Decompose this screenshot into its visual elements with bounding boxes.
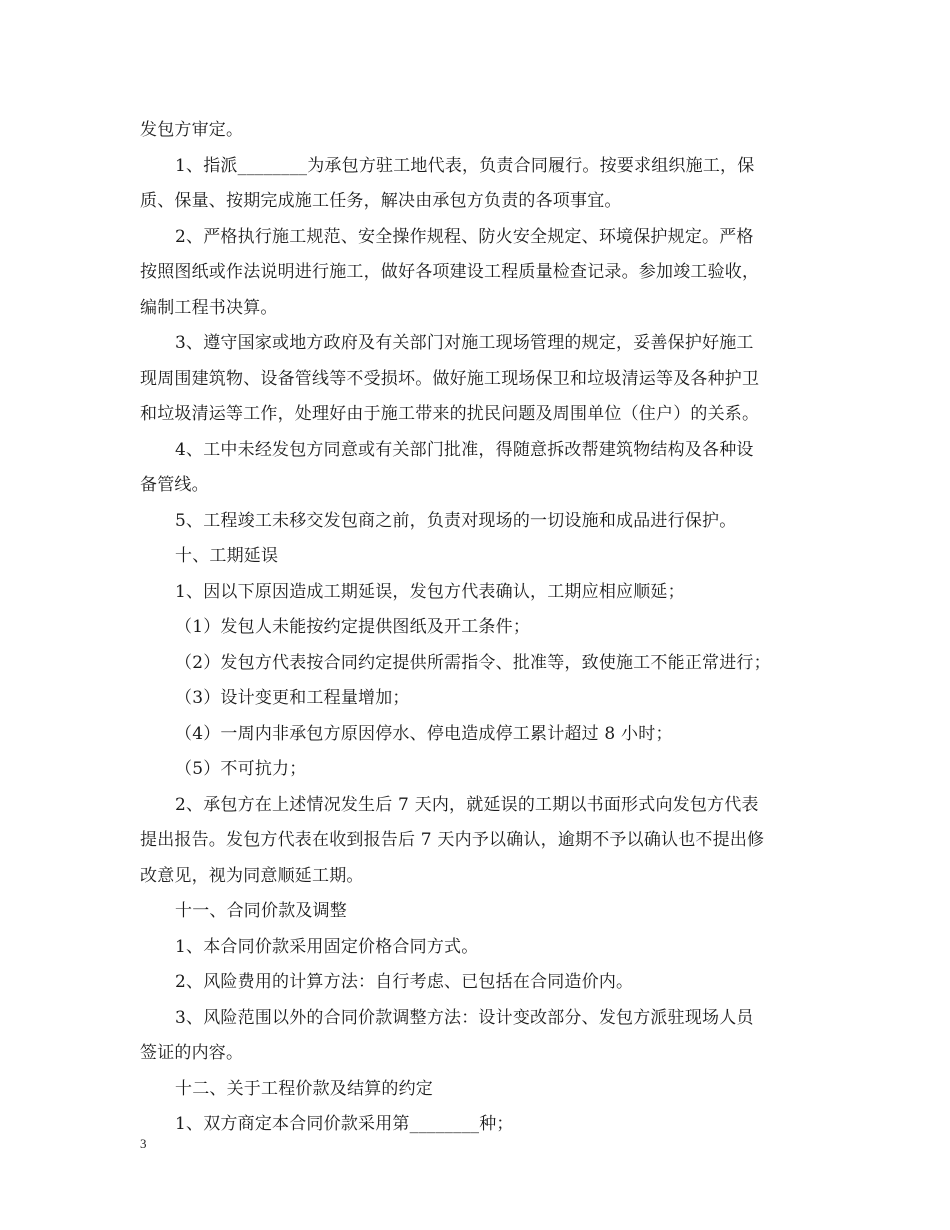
section-heading: 十、工期延误: [175, 546, 279, 566]
text-line: 签证的内容。: [140, 1043, 244, 1063]
text-line: 2、风险费用的计算方法：自行考虑、已包括在合同造价内。: [175, 972, 634, 992]
text-line: 编制工程书决算。: [140, 297, 278, 318]
list-item: （4）一周内非承包方原因停水、停电造成停工累计超过 8 小时；: [175, 723, 673, 744]
text-line: 现周围建筑物、设备管线等不受损坏。做好施工现场保卫和垃圾清运等及各种护卫: [140, 368, 760, 389]
text-line: 2、严格执行施工规范、安全操作规程、防火安全规定、环境保护规定。严格: [175, 226, 754, 247]
text-line: 按照图纸或作法说明进行施工，做好各项建设工程质量检查记录。参加竣工验收，: [140, 262, 760, 282]
text-line: 3、风险范围以外的合同价款调整方法：设计变改部分、发包方派驻现场人员: [175, 1007, 754, 1028]
list-item: （2）发包方代表按合同约定提供所需指令、批准等，致使施工不能正常进行；: [175, 652, 771, 673]
text-line: 3、遵守国家或地方政府及有关部门对施工现场管理的规定，妥善保护好施工: [175, 333, 754, 353]
text-line: 提出报告。发包方代表在收到报告后 7 天内予以确认，逾期不予以确认也不提出修: [140, 830, 765, 850]
list-item: （3）设计变更和工程量增加；: [175, 688, 410, 708]
text-line: 5、工程竣工未移交发包商之前，负责对现场的一切设施和成品进行保护。: [175, 510, 737, 531]
text-line: 4、工中未经发包方同意或有关部门批准，得随意拆改帮建筑物结构及各种设: [175, 439, 754, 460]
list-item: （5）不可抗力；: [175, 759, 307, 779]
section-heading: 十一、合同价款及调整: [175, 901, 347, 921]
text-line: 质、保量、按期完成施工任务，解决由承包方负责的各项事宜。: [140, 191, 622, 211]
text-line: 1、指派________为承包方驻工地代表，负责合同履行。按要求组织施工，保: [175, 155, 755, 176]
text-line: 1、双方商定本合同价款采用第________种；: [175, 1114, 514, 1134]
text-line: 发包方审定。: [140, 120, 244, 140]
text-line: 备管线。: [140, 475, 209, 495]
document-body: [140, 113, 812, 1143]
text-line: 2、承包方在上述情况发生后 7 天内，就延误的工期以书面形式向发包方代表: [175, 794, 759, 815]
text-line: 1、因以下原因造成工期延误，发包方代表确认，工期应相应顺延；: [175, 581, 685, 602]
text-line: 1、本合同价款采用固定价格合同方式。: [175, 936, 479, 957]
section-heading: 十二、关于工程价款及结算的约定: [175, 1078, 433, 1099]
list-item: （1）发包人未能按约定提供图纸及开工条件；: [175, 617, 531, 637]
page-number: 3: [140, 1136, 147, 1151]
text-line: 和垃圾清运等工作，处理好由于施工带来的扰民问题及周围单位（住户）的关系。: [140, 404, 760, 424]
text-line: 改意见，视为同意顺延工期。: [140, 865, 364, 886]
